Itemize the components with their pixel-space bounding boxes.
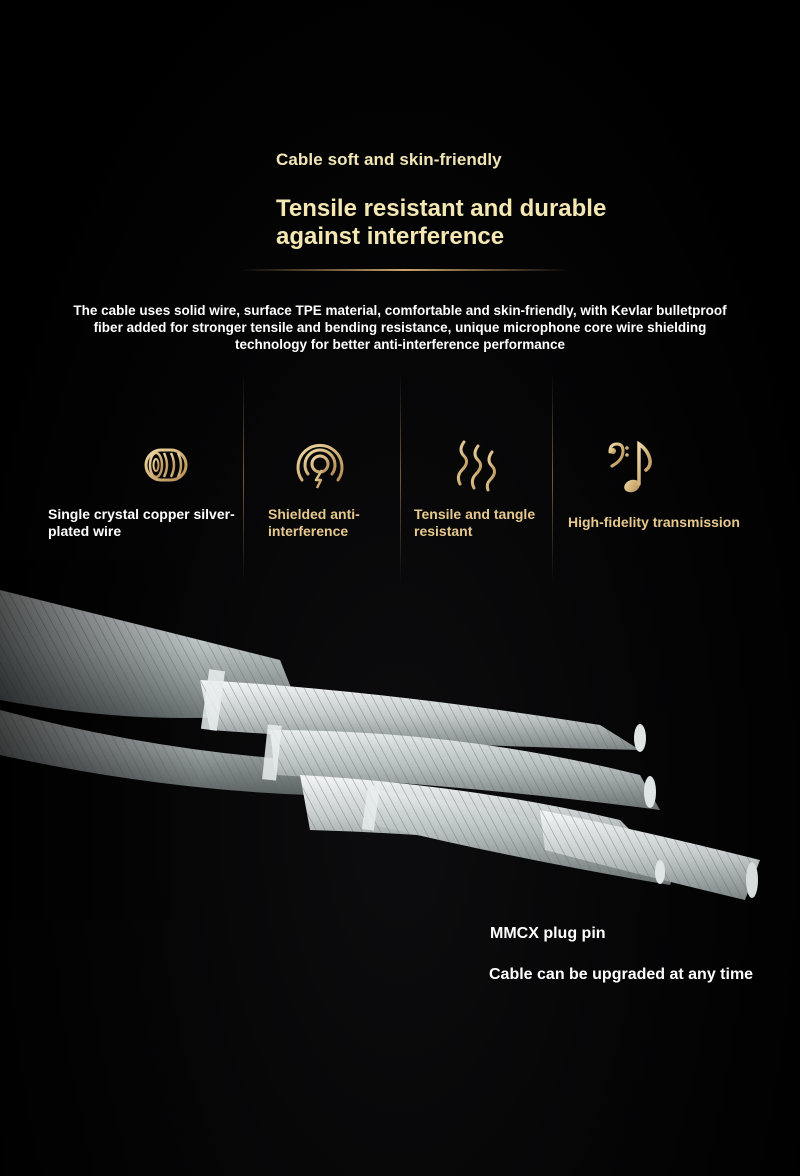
wavy-lines-icon [450, 438, 500, 497]
cable-strand-image [0, 560, 800, 920]
gold-divider [240, 269, 570, 271]
feature-divider [243, 372, 244, 582]
upgrade-label: Cable can be upgraded at any time [489, 966, 754, 983]
feature-label-wire [48, 506, 238, 540]
feature-divider [552, 372, 553, 582]
section-subtitle: Cable soft and skin-friendly [276, 150, 502, 169]
feature-label-text: Shielded anti-interference [268, 506, 360, 539]
feature-label-hifi [568, 514, 768, 531]
wire-coil-icon [140, 444, 192, 491]
feature-divider [400, 372, 401, 582]
mmcx-plug-label: MMCX plug pin [490, 925, 606, 942]
feature-label-text: Tensile and tangle resistant [414, 506, 536, 539]
feature-label-tensile [414, 506, 549, 540]
feature-label-shield [268, 506, 388, 540]
feature-label-text: High-fidelity transmission [568, 514, 740, 530]
shield-signal-icon [292, 436, 348, 497]
feature-label-text: Single crystal copper silver-plated wire [48, 506, 235, 539]
cable-description: The cable uses solid wire, surface TPE material, comfortable and skin-friendly, with Kevlar bulletproof fiber added for stronger tensile and bending resistance, unique microphone core wire shielding technology for better anti-interference performance [73, 303, 727, 352]
music-note-icon [606, 440, 658, 501]
section-headline: Tensile resistant and durable against interference [276, 195, 607, 250]
